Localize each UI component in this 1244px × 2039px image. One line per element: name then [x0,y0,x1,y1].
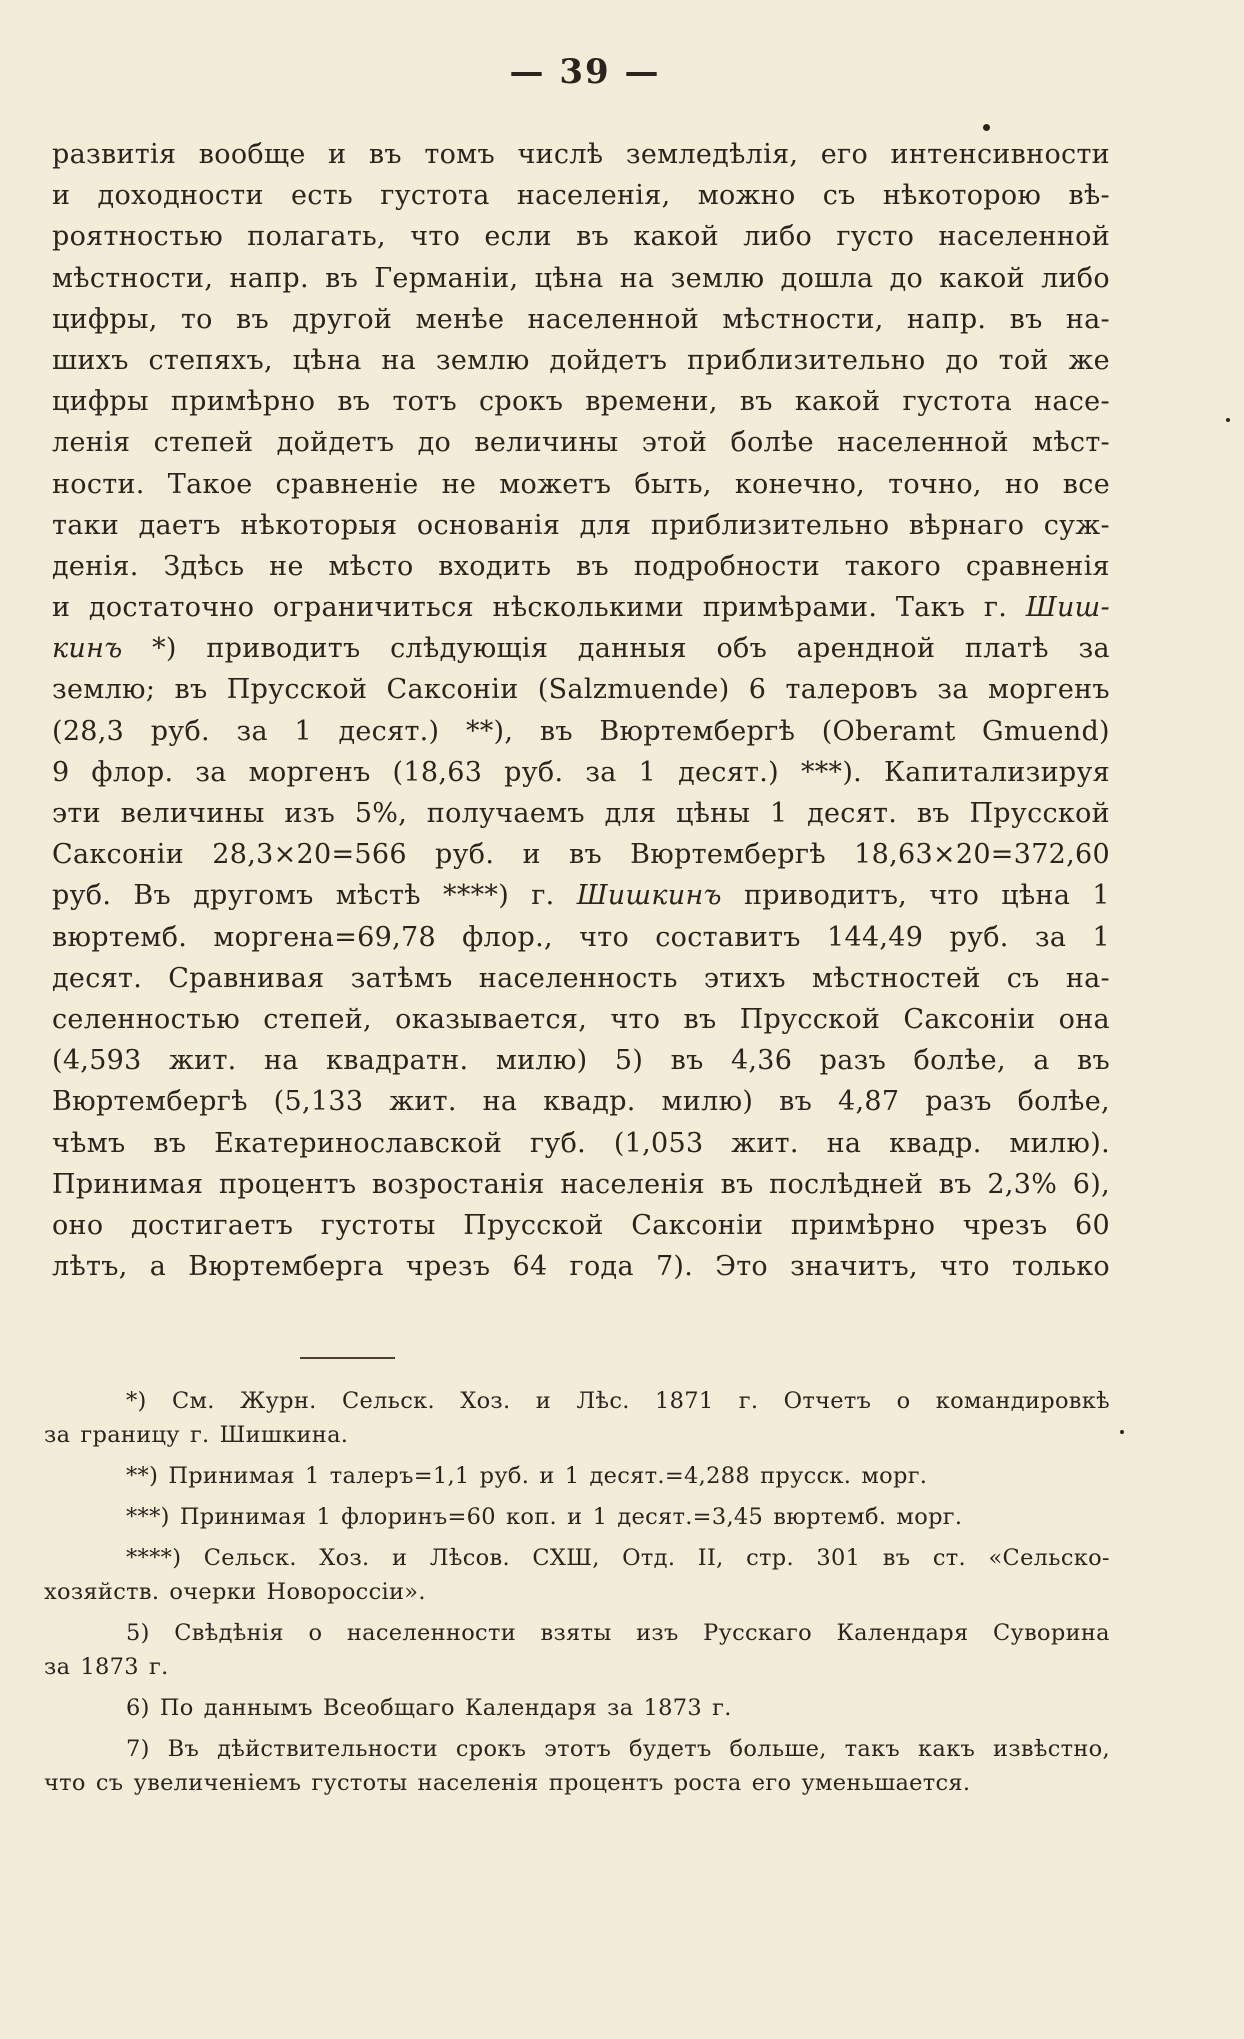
text-line: селенностью степей, оказывается, что въ Прусской Саксоніи она [52,1003,1110,1035]
footnote-separator [300,1357,395,1359]
ink-speck [983,124,990,131]
text-line: землю; въ Прусской Саксоніи (Salzmuende) 6 талеровъ за моргенъ [52,674,1110,706]
text-line: и достаточно ограничиться нѣсколькими примѣрами. Такъ г. Шиш- [52,592,1110,624]
ink-speck [1226,418,1230,422]
text-line: лѣтъ, а Вюртемберга чрезъ 64 года 7). Это значитъ, что только [52,1251,1110,1283]
text-line: мѣстности, напр. въ Германіи, цѣна на землю дошла до какой либо [52,262,1110,294]
main-text [52,134,1110,1287]
text-line: развитія вообще и въ томъ числѣ земледѣлія, его интенсивности [52,139,1110,170]
text-line: десят. Сравнивая затѣмъ населенность этихъ мѣстностей съ на- [52,962,1110,994]
text-line: ности. Такое сравненіе не можетъ быть, конечно, точно, но все [52,468,1110,500]
footnote [44,1459,1110,1493]
text-line: шихъ степяхъ, цѣна на землю дойдетъ приблизительно до той же [52,344,1110,376]
footnote-line: за границу г. Шишкина. [44,1422,349,1448]
text-line: Вюртембергѣ (5,133 жит. на квадр. милю) въ 4,87 разъ болѣе, [52,1086,1110,1118]
footnote-line: 6) По даннымъ Всеобщаго Календаря за 1873 г. [126,1695,732,1721]
text-line: таки даетъ нѣкоторыя основанія для приблизительно вѣрнаго суж- [52,509,1110,541]
text-line: оно достигаетъ густоты Прусской Саксоніи примѣрно чрезъ 60 [52,1209,1110,1241]
text-line: цифры примѣрно въ тотъ срокъ времени, въ какой густота насе- [52,386,1110,418]
text-line: эти величины изъ 5%, получаемъ для цѣны 1 десят. въ Прусской [52,798,1110,829]
text-line: и доходности есть густота населенія, можно съ нѣкоторою вѣ- [52,180,1110,212]
footnote [44,1541,1110,1609]
text-line: руб. Въ другомъ мѣстѣ ****) г. Шишкинъ приводитъ, что цѣна 1 [52,880,1110,912]
footnote-line: *) См. Журн. Сельск. Хоз. и Лѣс. 1871 г. Отчетъ о командировкѣ [126,1388,1110,1414]
text-line: 9 флор. за моргенъ (18,63 руб. за 1 десят.) ***). Капитализируя [52,756,1110,788]
text-line: Принимая процентъ возростанія населенія въ послѣдней въ 2,3% 6), [52,1168,1110,1200]
footnote-line: ***) Принимая 1 флоринъ=60 коп. и 1 десят.=3,45 вюртемб. морг. [126,1504,963,1530]
footnote-line: 7) Въ дѣйствительности срокъ этотъ будетъ больше, такъ какъ извѣстно, [126,1736,1110,1762]
footnote-line: ****) Сельск. Хоз. и Лѣсов. СХШ, Отд. II, стр. 301 въ ст. «Сельско- [126,1545,1110,1571]
footnotes [44,1384,1110,1800]
ink-speck [1120,1430,1124,1434]
footnote [44,1691,1110,1725]
text-line: роятностью полагать, что если въ какой либо густо населенной [52,221,1110,253]
footnote-line: 5) Свѣдѣнія о населенности взяты изъ Русскаго Календаря Суворина [126,1620,1110,1646]
footnote [44,1384,1110,1452]
footnote [44,1732,1110,1800]
text-line: ленія степей дойдетъ до величины этой болѣе населенной мѣст- [52,427,1110,459]
footnote [44,1616,1110,1684]
footnote-line: хозяйств. очерки Новороссіи». [44,1579,426,1605]
footnote [44,1500,1110,1534]
footnote-line: **) Принимая 1 талеръ=1,1 руб. и 1 десят.=4,288 прусск. морг. [126,1463,928,1489]
text-line: цифры, то въ другой менѣе населенной мѣстности, напр. въ на- [52,303,1110,335]
text-line: денія. Здѣсь не мѣсто входить въ подробности такого сравненія [52,550,1110,582]
text-line: Саксоніи 28,3×20=566 руб. и въ Вюртембергѣ 18,63×20=372,60 [52,839,1110,871]
text-line: (28,3 руб. за 1 десят.) **), въ Вюртембергѣ (Oberamt Gmuend) [52,715,1110,747]
footnote-line: что съ увеличеніемъ густоты населенія процентъ роста его уменьшается. [44,1770,971,1796]
footnote-line: за 1873 г. [44,1654,169,1680]
text-line: (4,593 жит. на квадратн. милю) 5) въ 4,36 разъ болѣе, а въ [52,1045,1110,1077]
text-line: кинъ *) приводитъ слѣдующія данныя объ арендной платѣ за [52,633,1110,665]
page-number: — 39 — [509,52,661,92]
text-line: чѣмъ въ Екатеринославской губ. (1,053 жит. на квадр. милю). [52,1127,1110,1159]
text-line: вюртемб. моргена=69,78 флор., что составитъ 144,49 руб. за 1 [52,921,1110,953]
